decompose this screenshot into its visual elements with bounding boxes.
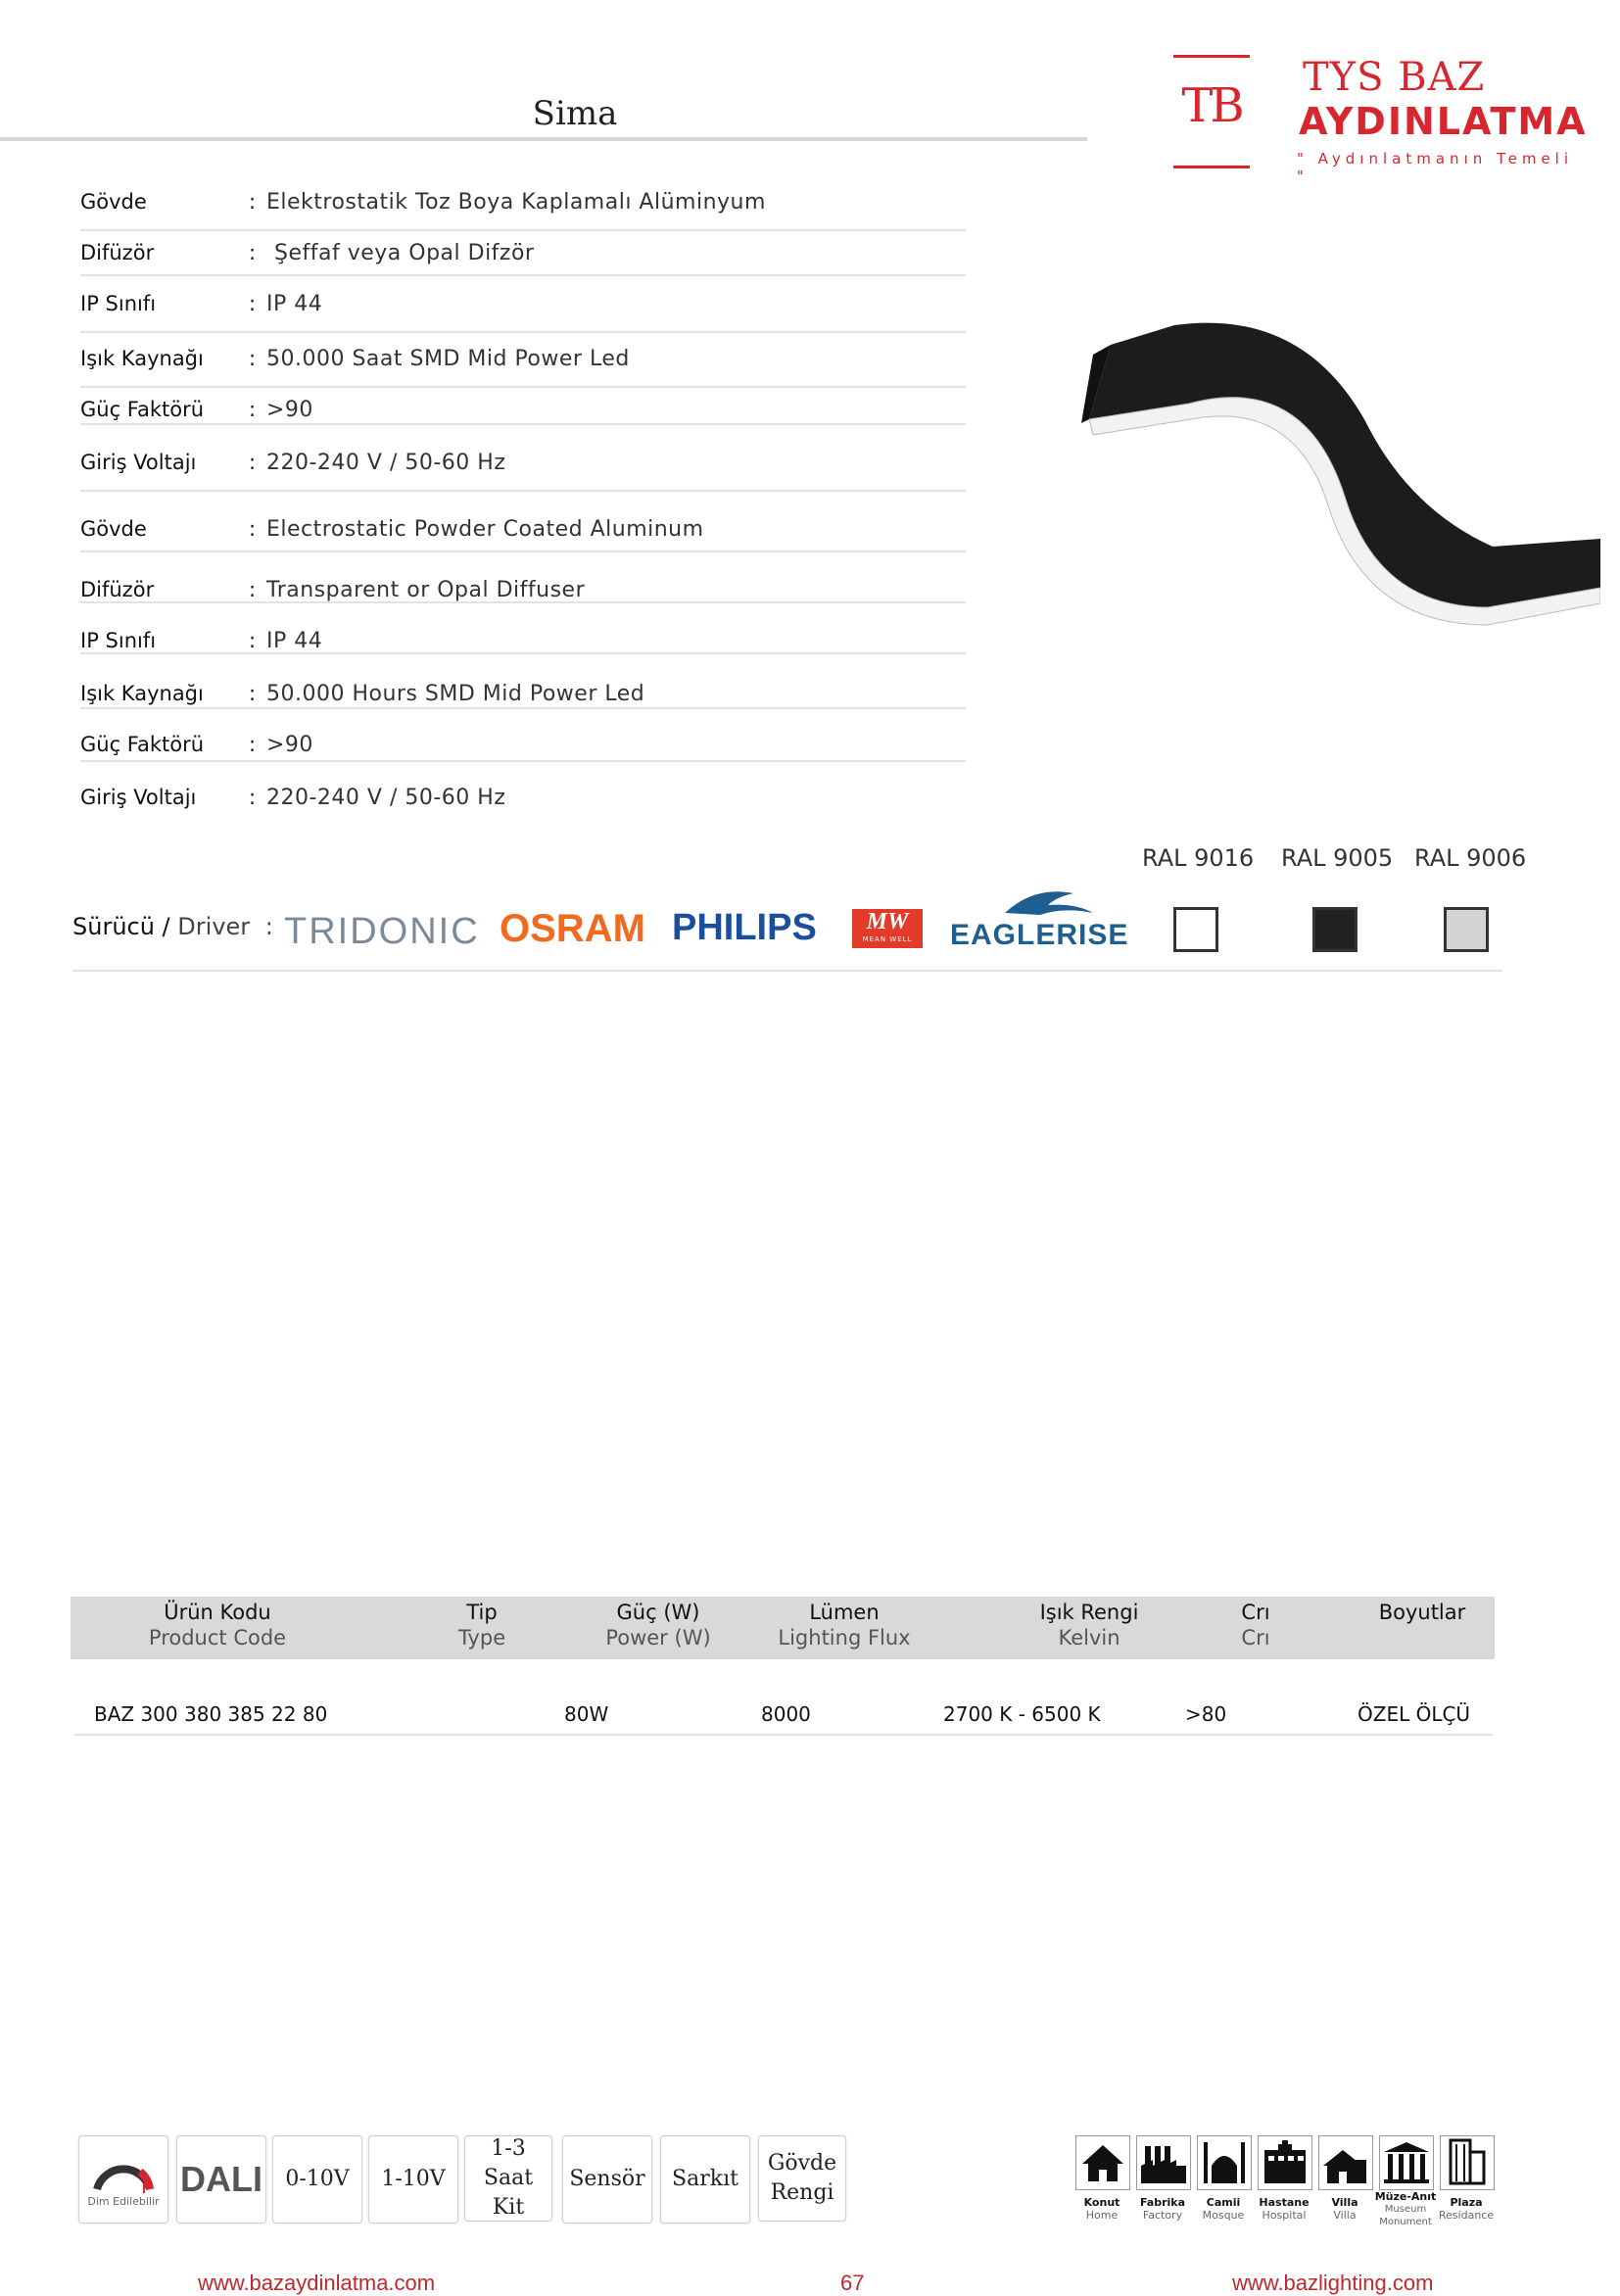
building-caption: Konut Home: [1083, 2196, 1120, 2222]
company-logo: [1173, 55, 1588, 185]
spec-row: IP Sınıfı : IP 44: [80, 621, 966, 654]
eaglerise-logo: EAGLERISE: [946, 887, 1128, 950]
footer-website-en[interactable]: www.bazlighting.com: [1232, 2271, 1434, 2295]
spec-row: Gövde : Electrostatic Powder Coated Aluminum: [80, 509, 966, 552]
spec-row: Difüzör : Transparent or Opal Diffuser: [80, 570, 966, 603]
title-rule: [0, 137, 1087, 141]
spec-row: IP Sınıfı : IP 44: [80, 284, 966, 333]
dimmable-badge: Dim Edilebilir: [78, 2135, 168, 2224]
spec-value: 50.000 Hours SMD Mid Power Led: [266, 682, 645, 706]
logo-slogan: " Aydınlatmanın Temeli ": [1297, 150, 1573, 185]
cell-product-code: BAZ 300 380 385 22 80: [94, 1702, 328, 1726]
spec-label: Işık Kaynağı: [80, 682, 204, 705]
building-caption: Müze-Anıt Museum Monument: [1374, 2190, 1437, 2227]
logo-line-2: AYDINLATMA: [1299, 100, 1588, 143]
1-10v-badge: 1-10V: [368, 2135, 458, 2224]
spec-value: >90: [266, 733, 313, 757]
philips-logo: PHILIPS: [672, 907, 817, 948]
ral-label: RAL 9016: [1142, 844, 1255, 872]
column-header: Tip Type: [457, 1601, 506, 1650]
villa-icon: [1318, 2135, 1373, 2190]
eagle-icon: [946, 887, 1128, 921]
factory-icon: [1136, 2135, 1191, 2190]
column-header: Lümen Lighting Flux: [778, 1601, 911, 1650]
cell-cri: >80: [1185, 1702, 1227, 1726]
spec-row: Güç Faktörü : >90: [80, 390, 966, 425]
spec-row: Güç Faktörü : >90: [80, 725, 966, 762]
spec-label: Güç Faktörü: [80, 733, 205, 756]
cell-kelvin: 2700 K - 6500 K: [943, 1702, 1101, 1726]
page-number: 67: [840, 2271, 865, 2295]
spec-label: IP Sınıfı: [80, 292, 157, 315]
spec-value: Electrostatic Powder Coated Aluminum: [266, 517, 704, 542]
spec-value: 220-240 V / 50-60 Hz: [266, 451, 506, 475]
building-caption: Plaza Residance: [1438, 2196, 1495, 2222]
building-caption: Fabrika Factory: [1139, 2196, 1186, 2222]
table-row: [74, 1702, 1493, 1736]
column-header: Işık Rengi Kelvin: [1039, 1601, 1139, 1650]
spec-label: Işık Kaynağı: [80, 347, 204, 370]
meanwell-logo: MW MEAN WELL: [852, 909, 923, 948]
spec-value: IP 44: [266, 292, 323, 316]
pendant-badge: Sarkıt: [660, 2135, 750, 2224]
spec-value: IP 44: [266, 629, 323, 653]
cell-size: ÖZEL ÖLÇÜ: [1358, 1702, 1471, 1726]
column-header: Crı Crı: [1241, 1601, 1270, 1650]
ral-label: RAL 9006: [1414, 844, 1527, 872]
spec-value: Transparent or Opal Diffuser: [266, 578, 586, 602]
spec-label: IP Sınıfı: [80, 629, 157, 652]
table-header: [71, 1597, 1495, 1659]
column-header: Boyutlar: [1378, 1601, 1466, 1624]
plaza-icon: [1440, 2135, 1495, 2190]
tridonic-logo: TRIDONIC: [284, 911, 480, 952]
spec-label: Difüzör: [80, 241, 155, 264]
spec-row: Işık Kaynağı : 50.000 Saat SMD Mid Power Led: [80, 339, 966, 388]
spec-row: Işık Kaynağı : 50.000 Hours SMD Mid Power Led: [80, 674, 966, 709]
column-header: Güç (W) Power (W): [605, 1601, 711, 1650]
spec-label: Gövde: [80, 517, 147, 541]
building-caption: Hastane Hospital: [1259, 2196, 1310, 2222]
driver-label: Sürücü / Driver :: [72, 913, 273, 940]
hospital-icon: [1258, 2135, 1312, 2190]
footer-website-tr[interactable]: www.bazaydinlatma.com: [198, 2271, 436, 2295]
spec-row: Giriş Voltajı : 220-240 V / 50-60 Hz: [80, 443, 966, 492]
spec-row: Giriş Voltajı : 220-240 V / 50-60 Hz: [80, 786, 506, 810]
building-caption: Villa Villa: [1331, 2196, 1358, 2222]
column-header: Ürün Kodu Product Code: [148, 1601, 287, 1650]
house-icon: [1075, 2135, 1130, 2190]
driver-rule: [72, 970, 1502, 972]
cell-lumen: 8000: [761, 1702, 811, 1726]
spec-value: Elektrostatik Toz Boya Kaplamalı Alüminyum: [266, 190, 766, 215]
osram-logo: OSRAM: [500, 907, 645, 950]
ral-label: RAL 9005: [1281, 844, 1394, 872]
0-10v-badge: 0-10V: [272, 2135, 362, 2224]
spec-row: Gövde : Elektrostatik Toz Boya Kaplamalı Alüminyum: [80, 182, 966, 231]
spec-row: Difüzör : Şeffaf veya Opal Difzör: [80, 233, 966, 276]
logo-line-1: TYS BAZ: [1303, 55, 1486, 100]
spec-label: Difüzör: [80, 578, 155, 601]
dali-badge: DALI: [176, 2135, 266, 2224]
spec-value: >90: [266, 398, 313, 422]
museum-icon: [1379, 2135, 1434, 2190]
cell-power: 80W: [564, 1702, 609, 1726]
spec-value: 220-240 V / 50-60 Hz: [266, 786, 506, 810]
spec-value: Şeffaf veya Opal Difzör: [274, 241, 535, 265]
mosque-icon: [1197, 2135, 1252, 2190]
spec-value: 50.000 Saat SMD Mid Power Led: [266, 347, 630, 371]
ral-9005-swatch: [1312, 907, 1358, 952]
emergency-kit-badge: 1-3 Saat Kit: [464, 2135, 552, 2222]
logo-mark: TB: [1181, 78, 1242, 133]
page-title: Sima: [532, 94, 618, 133]
spec-label: Güç Faktörü: [80, 398, 205, 421]
dim-icon: [89, 2150, 158, 2195]
building-caption: Camii Mosque: [1202, 2196, 1245, 2222]
sensor-badge: Sensör: [562, 2135, 652, 2224]
spec-label: Giriş Voltajı: [80, 451, 197, 474]
ral-9006-swatch: [1444, 907, 1489, 952]
spec-label: Giriş Voltajı: [80, 786, 197, 809]
product-image: [1072, 313, 1600, 627]
ral-9016-swatch: [1173, 907, 1218, 952]
spec-label: Gövde: [80, 190, 147, 214]
body-color-badge: Gövde Rengi: [758, 2135, 846, 2222]
